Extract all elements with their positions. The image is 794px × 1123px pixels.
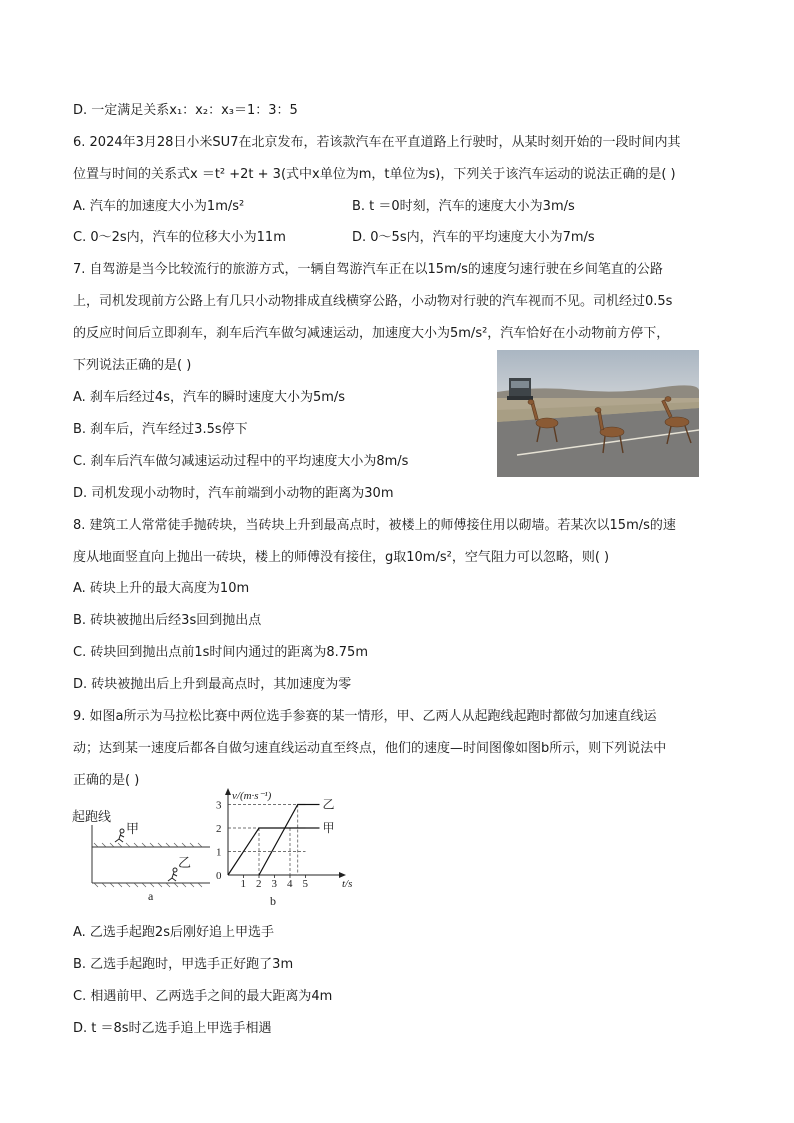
y-tick-1: 1 <box>216 846 222 859</box>
text-line-l23: 动；达到某一速度后都各自做匀速直线运动直至终点，他们的速度—时间图像如图b所示，则下列说法中 <box>73 741 667 756</box>
text-line-l14: C. 刹车后汽车做匀减速运动过程中的平均速度大小为8m/s <box>73 454 409 469</box>
x-tick-4: 4 <box>287 878 293 890</box>
text-line-l19: B. 砖块被抛出后经3s回到抛出点 <box>73 613 262 628</box>
text-line-l16: 8. 建筑工人常常徒手抛砖块，当砖块上升到最高点时，被楼上的师傅接住用以砌墙。若某次以15m/s的速 <box>73 518 676 533</box>
text-line-l26: B. 乙选手起跑时，甲选手正好跑了3m <box>73 957 294 972</box>
start-line-label: 起跑线 <box>72 809 112 824</box>
x-axis-label: t/s <box>342 878 353 890</box>
series-label-1: 乙 <box>322 797 335 812</box>
y-tick-2: 2 <box>216 823 222 835</box>
figure-marathon <box>70 785 370 910</box>
runner-a-label: 甲 <box>126 821 140 836</box>
text-line-l24: 正确的是( ) <box>73 773 140 788</box>
text-line-l13: B. 刹车后，汽车经过3.5s停下 <box>73 422 248 437</box>
y-tick-3: 3 <box>216 799 222 812</box>
photo-animals-crossing-road <box>497 350 699 477</box>
runner-a-icon <box>115 829 124 842</box>
text-line-l12: A. 刹车后经过4s，汽车的瞬时速度大小为5m/s <box>73 390 346 405</box>
text-line-l5: B. t ＝0时刻，汽车的速度大小为3m/s <box>352 199 575 214</box>
text-line-l6: C. 0～2s内，汽车的位移大小为11m <box>73 230 286 245</box>
x-tick-5: 5 <box>302 878 308 890</box>
text-line-l21: D. 砖块被抛出后上升到最高点时，其加速度为零 <box>73 677 352 692</box>
text-line-l20: C. 砖块回到抛出点前1s时间内通过的距离为8.75m <box>73 645 368 660</box>
text-line-l1: D. 一定满足关系x₁：x₂：x₃＝1：3：5 <box>73 103 298 118</box>
text-line-l2: 6. 2024年3月28日小米SU7在北京发布，若该款汽车在平直道路上行驶时，从某时刻开始的一段时间内其 <box>73 135 681 150</box>
runner-b-icon <box>168 868 177 881</box>
y-axis-arrow <box>225 788 231 795</box>
series-label-0: 甲 <box>322 821 335 835</box>
figure-a-track <box>72 809 210 903</box>
x-tick-3: 3 <box>271 878 277 890</box>
vt-chart <box>216 788 352 908</box>
x-tick-2: 2 <box>256 878 262 890</box>
text-line-l7: D. 0～5s内，汽车的平均速度大小为7m/s <box>352 230 595 245</box>
text-line-l18: A. 砖块上升的最大高度为10m <box>73 581 250 596</box>
text-line-l27: C. 相遇前甲、乙两选手之间的最大距离为4m <box>73 989 333 1004</box>
text-line-l28: D. t ＝8s时乙选手追上甲选手相遇 <box>73 1021 272 1036</box>
text-line-l17: 度从地面竖直向上抛出一砖块，楼上的师傅没有接住，g取10m/s²，空气阻力可以忽略，则( ) <box>73 550 610 565</box>
runner-b-label: 乙 <box>178 855 192 870</box>
text-line-l4: A. 汽车的加速度大小为1m/s² <box>73 199 245 214</box>
text-line-l10: 的反应时间后立即刹车，刹车后汽车做匀减速运动，加速度大小为5m/s²，汽车恰好在小动物前方停下， <box>73 326 670 341</box>
y-tick-0: 0 <box>216 870 222 882</box>
y-axis-label: v/(m·s⁻¹) <box>232 790 272 802</box>
x-tick-1: 1 <box>240 878 246 890</box>
series-line-1 <box>259 805 306 876</box>
text-line-l8: 7. 自驾游是当今比较流行的旅游方式，一辆自驾游汽车正在以15m/s的速度匀速行驶在乡间笔直的公路 <box>73 262 663 277</box>
text-line-l9: 上，司机发现前方公路上有几只小动物排成直线横穿公路，小动物对行驶的汽车视而不见。司机经过0.5s <box>73 294 673 309</box>
text-line-l11: 下列说法正确的是( ) <box>73 358 192 373</box>
text-line-l15: D. 司机发现小动物时，汽车前端到小动物的距离为30m <box>73 486 394 501</box>
text-line-l25: A. 乙选手起跑2s后刚好追上甲选手 <box>73 925 274 940</box>
caption-a: a <box>148 889 154 903</box>
text-line-l3: 位置与时间的关系式x ＝t² +2t + 3(式中x单位为m，t单位为s)，下列关于该汽车运动的说法正确的是( ) <box>73 167 676 182</box>
text-line-l22: 9. 如图a所示为马拉松比赛中两位选手参赛的某一情形，甲、乙两人从起跑线起跑时都做匀加速直线运 <box>73 709 657 724</box>
caption-b: b <box>270 894 276 908</box>
